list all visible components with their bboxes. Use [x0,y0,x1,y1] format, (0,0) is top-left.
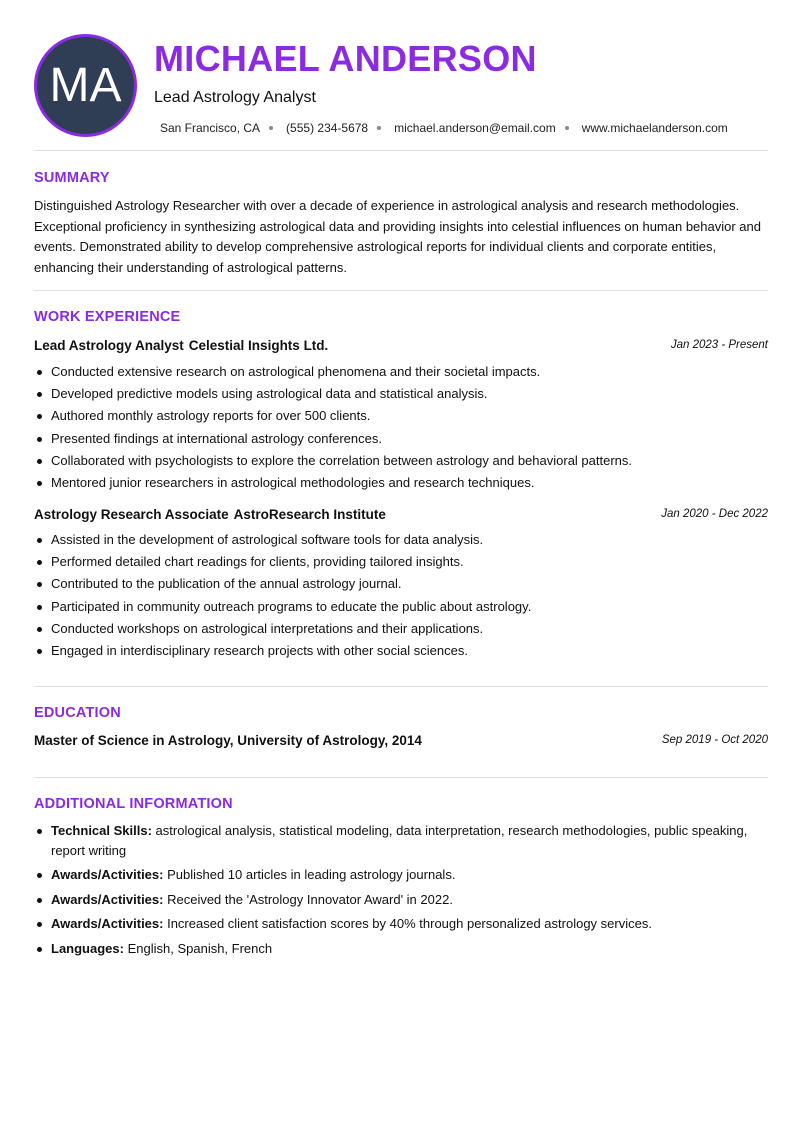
list-item: Authored monthly astrology reports for over 500 clients. [34,407,768,429]
list-item: Collaborated with psychologists to explore the correlation between astrology and behavioral patterns. [34,452,768,474]
info-label: Awards/Activities: [51,891,164,907]
avatar [34,34,137,137]
experience-heading: WORK EXPERIENCE [34,309,181,325]
job-header [34,507,768,525]
resume-header [34,34,768,137]
list-item: Contributed to the publication of the annual astrology journal. [34,575,768,597]
divider [34,290,768,291]
summary-heading: SUMMARY [34,170,110,186]
list-item: Mentored junior researchers in astrological methodologies and research techniques. [34,474,768,496]
separator-dot [269,126,273,130]
info-label: Awards/Activities: [51,867,164,882]
job-dates: Jan 2020 - Dec 2022 [661,508,768,520]
list-item: Conducted workshops on astrological interpretations and their applications. [34,620,768,642]
list-item: Presented findings at international astrology conferences. [34,430,768,452]
avatar-initials: MA [49,59,122,112]
additional-list [34,821,768,963]
list-item: Assisted in the development of astrological software tools for data analysis. [34,531,768,553]
info-label: Languages: [51,940,124,956]
job-bullets [34,531,768,664]
candidate-name: MICHAEL ANDERSON [154,38,537,79]
job-header [34,338,768,356]
divider [34,150,768,151]
separator-dot [565,126,569,130]
separator-dot [377,126,381,130]
summary-text: Distinguished Astrology Researcher with over a decade of experience in astrological analysis and research methodologies. Exceptional proficiency in synthesizing astrological data and providing insights into celestial influences on human behavior and events. Demonstrated ability to develop comprehensive astrological reports for individual clients and corporate entities, enhancing their understanding of astrological patterns. [34,198,761,275]
list-item: Performed detailed chart readings for clients, providing tailored insights. [34,553,768,575]
contact-location: San Francisco, CA [160,121,261,135]
job-dates: Jan 2023 - Present [670,339,768,351]
list-item: Conducted extensive research on astrological phenomena and their societal impacts. [34,363,768,385]
list-item [34,939,768,959]
job-company: AstroResearch Institute [233,507,386,522]
additional-heading: ADDITIONAL INFORMATION [34,796,233,812]
info-text: English, Spanish, French [127,940,273,956]
contact-email[interactable]: michael.anderson@email.com [394,121,556,135]
contact-phone: (555) 234-5678 [286,121,369,135]
list-item [34,914,768,934]
list-item [34,865,768,885]
job-title: Lead Astrology Analyst [34,338,184,353]
divider [34,777,768,778]
candidate-role: Lead Astrology Analyst [154,89,316,106]
info-label: Technical Skills: [51,823,152,838]
info-label: Awards/Activities: [51,916,164,931]
divider [34,686,768,687]
info-text: Published 10 articles in leading astrology journals. [167,867,456,882]
contact-website[interactable]: www.michaelanderson.com [581,121,728,135]
education-dates: Sep 2019 - Oct 2020 [661,734,768,746]
list-item: Participated in community outreach programs to educate the public about astrology. [34,598,768,620]
education-entry [34,733,768,751]
education-degree: Master of Science in Astrology, University of Astrology, 2014 [34,733,422,748]
info-text: astrological analysis, statistical modeling, data interpretation, research methodologies, public speaking, report writing [51,823,748,858]
job-title: Astrology Research Associate [34,507,229,522]
list-item: Engaged in interdisciplinary research projects with other social sciences. [34,642,768,664]
info-text: Increased client satisfaction scores by 40% through personalized astrology services. [167,916,652,931]
job-bullets [34,363,768,496]
list-item [34,821,768,860]
list-item: Developed predictive models using astrological data and statistical analysis. [34,385,768,407]
education-heading: EDUCATION [34,705,121,721]
contact-line [160,121,728,135]
job-company: Celestial Insights Ltd. [188,338,329,353]
list-item [34,890,768,910]
info-text: Received the 'Astrology Innovator Award' in 2022. [167,891,453,907]
